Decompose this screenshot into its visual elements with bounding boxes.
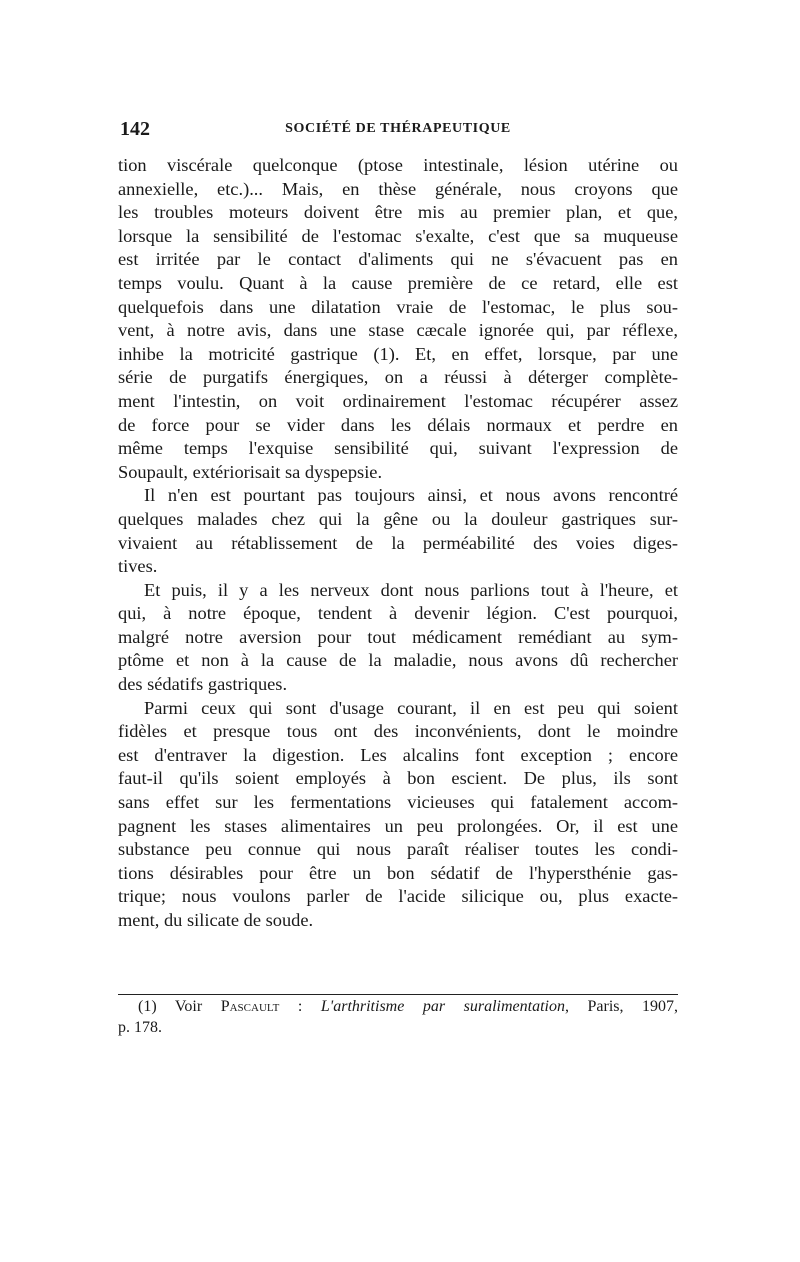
footnote-voir: Voir (174, 998, 203, 1015)
page-number: 142 (120, 118, 150, 140)
text-line: Soupault, extériorisait sa dyspepsie. (118, 461, 383, 482)
footnote-separator: : (297, 998, 303, 1015)
text-line: vent, à notre avis, dans une stase cæcale ignorée qui, par réflexe, (118, 320, 678, 341)
body-text (118, 154, 678, 933)
footnote (118, 996, 678, 1038)
text-line: sans effet sur les fermentations vicieuses qui fatalement accom- (118, 792, 678, 813)
text-line: faut-il qu'ils soient employés à bon escient. De plus, ils sont (118, 768, 678, 789)
text-line: est d'entraver la digestion. Les alcalins font exception ; encore (118, 744, 678, 765)
paragraph-start-line: Il n'en est pourtant pas toujours ainsi, et nous avons rencontré (144, 485, 678, 506)
footnote-author: Pascault (220, 998, 280, 1015)
text-line: ment, du silicate de soude. (118, 910, 314, 930)
paragraph-start-line: Et puis, il y a les nerveux dont nous parlions tout à l'heure, et (144, 579, 678, 600)
journal-title: SOCIÉTÉ DE THÉRAPEUTIQUE (285, 121, 511, 136)
footnote-marker: (1) (138, 998, 157, 1015)
footnote-title: L'arthritisme par suralimentation (320, 998, 565, 1015)
text-line: lorsque la sensibilité de l'estomac s'exalte, c'est que sa muqueuse (118, 225, 678, 246)
text-line: substance peu connue qui nous paraît réaliser toutes les condi- (118, 839, 678, 860)
footnote-line (118, 996, 678, 1017)
text-line: ptôme et non à la cause de la maladie, nous avons dû rechercher (118, 650, 678, 671)
footnote-publication: , Paris, 1907, (564, 998, 679, 1015)
footnote-divider (118, 994, 678, 995)
text-line: qui, à notre époque, tendent à devenir légion. C'est pourquoi, (118, 603, 678, 624)
text-line: inhibe la motricité gastrique (1). Et, en effet, lorsque, par une (118, 343, 678, 364)
text-line: temps voulu. Quant à la cause première de ce retard, elle est (118, 272, 678, 293)
text-line: série de purgatifs énergiques, on a réussi à déterger complète- (118, 367, 678, 388)
text-line: malgré notre aversion pour tout médicament remédiant au sym- (118, 626, 678, 647)
text-line: même temps l'exquise sensibilité qui, suivant l'expression de (118, 438, 678, 459)
running-header (118, 118, 678, 140)
text-line: quelquefois dans une dilatation vraie de l'estomac, le plus sou- (118, 296, 678, 317)
text-line: annexielle, etc.)... Mais, en thèse générale, nous croyons que (118, 178, 678, 199)
text-line: tion viscérale quelconque (ptose intestinale, lésion utérine ou (118, 155, 678, 175)
text-line: quelques malades chez qui la gêne ou la douleur gastriques sur- (118, 508, 678, 529)
text-line: fidèles et presque tous ont des inconvénients, dont le moindre (118, 721, 678, 742)
text-line: les troubles moteurs doivent être mis au premier plan, et que, (118, 202, 678, 223)
text-line: pagnent les stases alimentaires un peu prolongées. Or, il est une (118, 815, 678, 836)
text-line: tions désirables pour être un bon sédatif de l'hypersthénie gas- (118, 862, 678, 883)
text-line: de force pour se vider dans les délais normaux et perdre en (118, 414, 678, 435)
footnote-page-ref: p. 178. (118, 1019, 162, 1036)
text-line: vivaient au rétablissement de la perméabilité des voies diges- (118, 532, 678, 553)
text-line: des sédatifs gastriques. (118, 674, 288, 695)
text-line: est irritée par le contact d'aliments qui ne s'évacuent pas en (118, 249, 678, 270)
text-line: tives. (118, 556, 158, 577)
paragraph-start-line: Parmi ceux qui sont d'usage courant, il en est peu qui soient (144, 697, 678, 718)
text-line: ment l'intestin, on voit ordinairement l'estomac récupérer assez (118, 390, 678, 411)
text-line: trique; nous voulons parler de l'acide silicique ou, plus exacte- (118, 886, 678, 907)
